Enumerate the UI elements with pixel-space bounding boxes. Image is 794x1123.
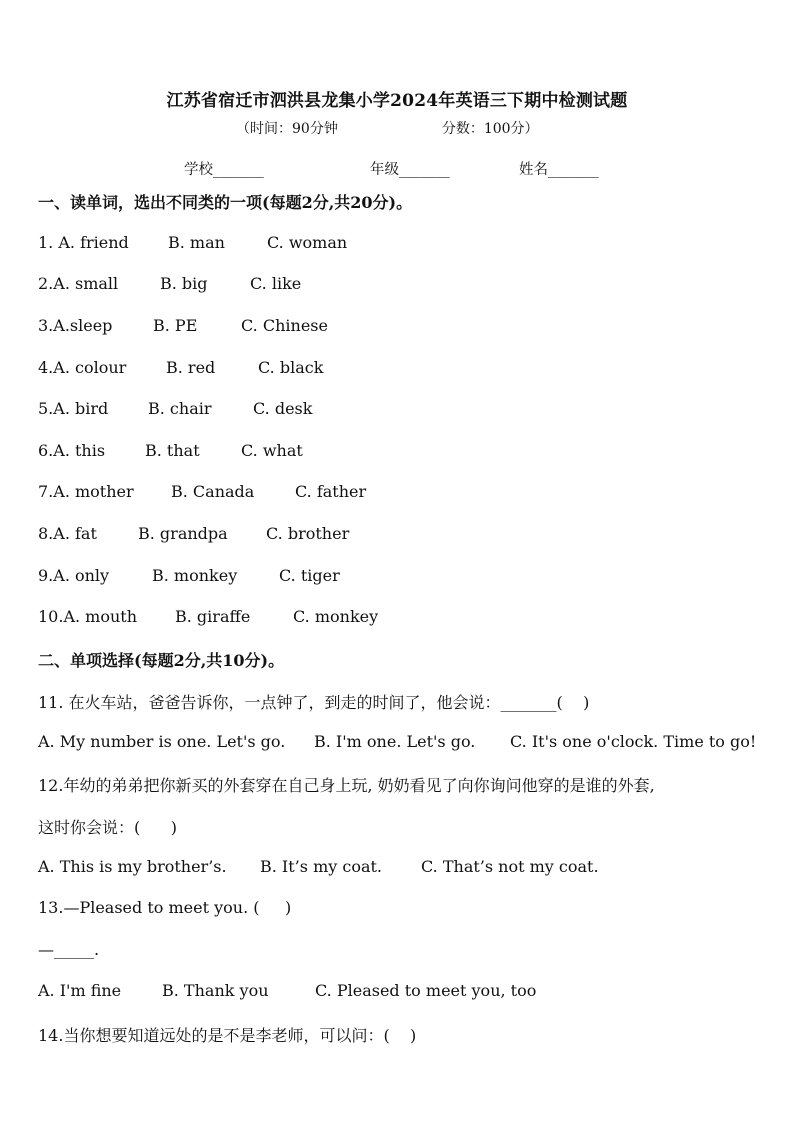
- question-1: [38, 233, 347, 252]
- option-c: C. That’s not my coat.: [421, 857, 599, 876]
- name-field: 姓名_______: [519, 162, 599, 178]
- question-8: [38, 524, 349, 543]
- option-c: C. father: [295, 482, 367, 501]
- option-c: C. monkey: [293, 607, 379, 626]
- option-a: A. I'm fine: [38, 981, 122, 1000]
- question-13-blank: —_____.: [38, 940, 100, 959]
- option-b: B. PE: [153, 316, 198, 335]
- option-a: 4.A. colour: [38, 358, 127, 377]
- question-12-options: [38, 857, 599, 876]
- option-b: B. man: [168, 233, 225, 252]
- option-c: C. black: [258, 358, 324, 377]
- option-b: B. red: [166, 358, 216, 377]
- option-c: C. Chinese: [241, 316, 328, 335]
- option-a: 3.A.sleep: [38, 316, 113, 335]
- section-2-heading: 二、单项选择(每题2分,共10分)。: [38, 651, 285, 670]
- option-c: C. what: [241, 441, 303, 460]
- option-b: B. I'm one. Let's go.: [314, 732, 476, 751]
- option-a: 5.A. bird: [38, 399, 109, 418]
- question-3: [38, 316, 328, 335]
- option-c: C. woman: [267, 233, 348, 252]
- option-b: B. It’s my coat.: [260, 857, 383, 876]
- exam-score: 分数：100分）: [441, 121, 539, 137]
- option-a: 2.A. small: [38, 274, 119, 293]
- option-b: B. Thank you: [162, 981, 269, 1000]
- option-c: C. Pleased to meet you, too: [315, 981, 537, 1000]
- option-a: A. This is my brother’s.: [38, 857, 227, 876]
- question-4: [38, 358, 323, 377]
- question-10: [38, 607, 378, 626]
- question-11-options: [38, 732, 756, 751]
- question-12-continued: 这时你会说：( ): [38, 818, 178, 837]
- exam-meta: [236, 118, 539, 138]
- question-11: 11. 在火车站，爸爸告诉你，一点钟了，到走的时间了，他会说：_______( ): [38, 693, 590, 712]
- question-14: 14.当你想要知道远处的是不是李老师，可以问：( ): [38, 1026, 417, 1045]
- option-a: 6.A. this: [38, 441, 106, 460]
- option-a: 7.A. mother: [38, 482, 134, 501]
- option-c: C. tiger: [279, 566, 340, 585]
- question-2: [38, 274, 301, 293]
- option-c: C. desk: [253, 399, 313, 418]
- exam-time: （时间：90分钟: [236, 121, 338, 137]
- option-b: B. giraffe: [175, 607, 251, 626]
- question-12: 12.年幼的弟弟把你新买的外套穿在自己身上玩, 奶奶看见了向你询问他穿的是谁的外套,: [38, 776, 655, 795]
- page-title: 江苏省宿迁市泗洪县龙集小学2024年英语三下期中检测试题: [166, 91, 628, 111]
- question-9: [38, 566, 340, 585]
- question-7: [38, 482, 366, 501]
- option-a: 10.A. mouth: [38, 607, 138, 626]
- option-b: B. grandpa: [138, 524, 228, 543]
- option-c: C. It's one o'clock. Time to go!: [510, 732, 757, 751]
- question-6: [38, 441, 303, 460]
- question-5: [38, 399, 312, 418]
- option-c: C. like: [250, 274, 302, 293]
- option-a: 9.A. only: [38, 566, 110, 585]
- option-c: C. brother: [266, 524, 350, 543]
- option-b: B. that: [145, 441, 200, 460]
- school-field: 学校_______: [184, 162, 264, 178]
- grade-field: 年级_______: [370, 162, 450, 178]
- question-13-options: [38, 981, 536, 1000]
- option-b: B. Canada: [171, 482, 255, 501]
- section-1-heading: 一、读单词，选出不同类的一项(每题2分,共20分)。: [38, 193, 413, 212]
- option-b: B. chair: [148, 399, 212, 418]
- option-b: B. big: [160, 274, 208, 293]
- option-b: B. monkey: [152, 566, 238, 585]
- option-a: 1. A. friend: [38, 233, 129, 252]
- option-a: A. My number is one. Let's go.: [38, 732, 286, 751]
- question-13: 13.—Pleased to meet you. ( ): [38, 898, 292, 917]
- option-a: 8.A. fat: [38, 524, 97, 543]
